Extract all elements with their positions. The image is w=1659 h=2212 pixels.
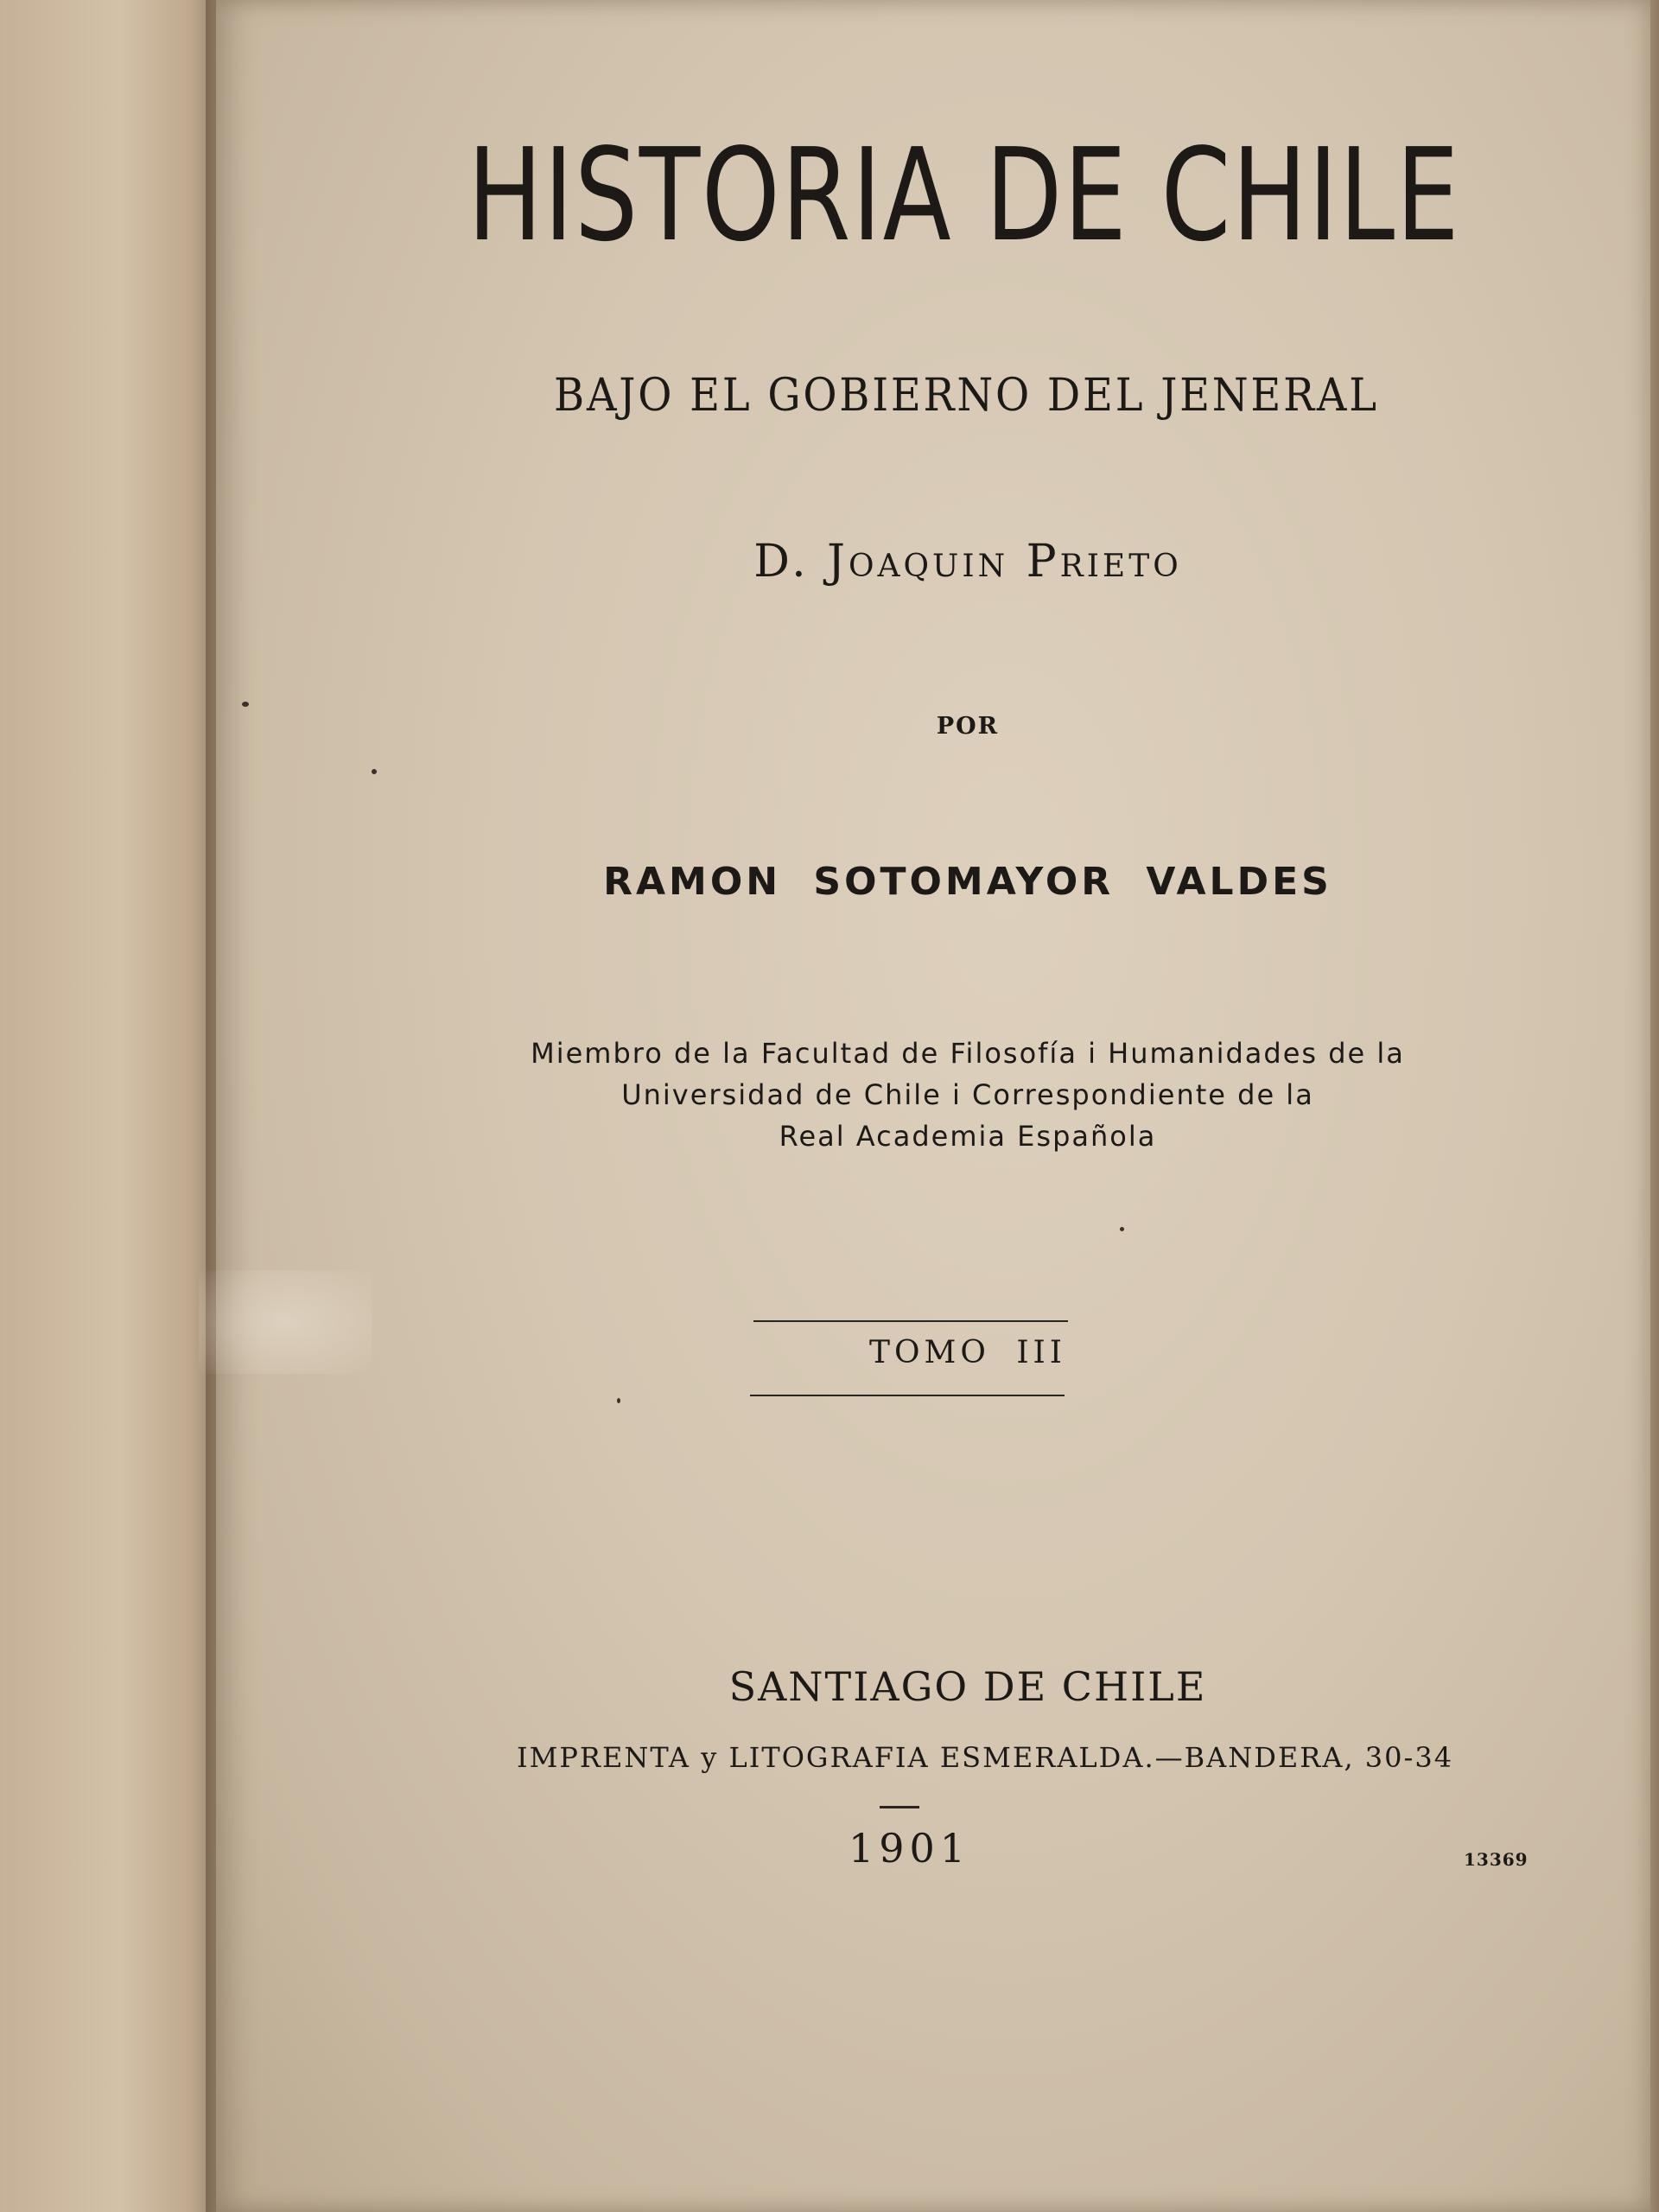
book-title: HISTORIA DE CHILE [467, 121, 1461, 270]
publication-city: SANTIAGO DE CHILE [728, 1663, 1207, 1710]
book-subject: D. Joaquin Prieto [753, 536, 1182, 588]
volume-top-rule [753, 1320, 1068, 1322]
left-page-edge [0, 0, 216, 2212]
printer-imprint: IMPRENTA y LITOGRAFIA ESMERALDA.—BANDERA, 30-34 [516, 1741, 1454, 1774]
publication-year: 1901 [849, 1825, 971, 1872]
credentials-line: Real Academia Española [779, 1120, 1157, 1153]
title-page [216, 0, 1650, 2212]
book-subtitle: BAJO EL GOBIERNO DEL JENERAL [554, 370, 1379, 422]
credentials-line: Universidad de Chile i Correspondiente de la [621, 1078, 1314, 1111]
year-rule [880, 1806, 919, 1808]
author-name: RAMON SOTOMAYOR VALDES [603, 860, 1332, 904]
by-label: POR [936, 713, 1000, 740]
credentials-line: Miembro de la Facultad de Filosofía i Humanidades de la [531, 1037, 1405, 1070]
author-credentials [216, 1033, 1659, 1157]
volume-label: TOMO III [868, 1335, 1066, 1370]
volume-bottom-rule [750, 1395, 1065, 1396]
print-number: 13369 [1464, 1849, 1529, 1870]
